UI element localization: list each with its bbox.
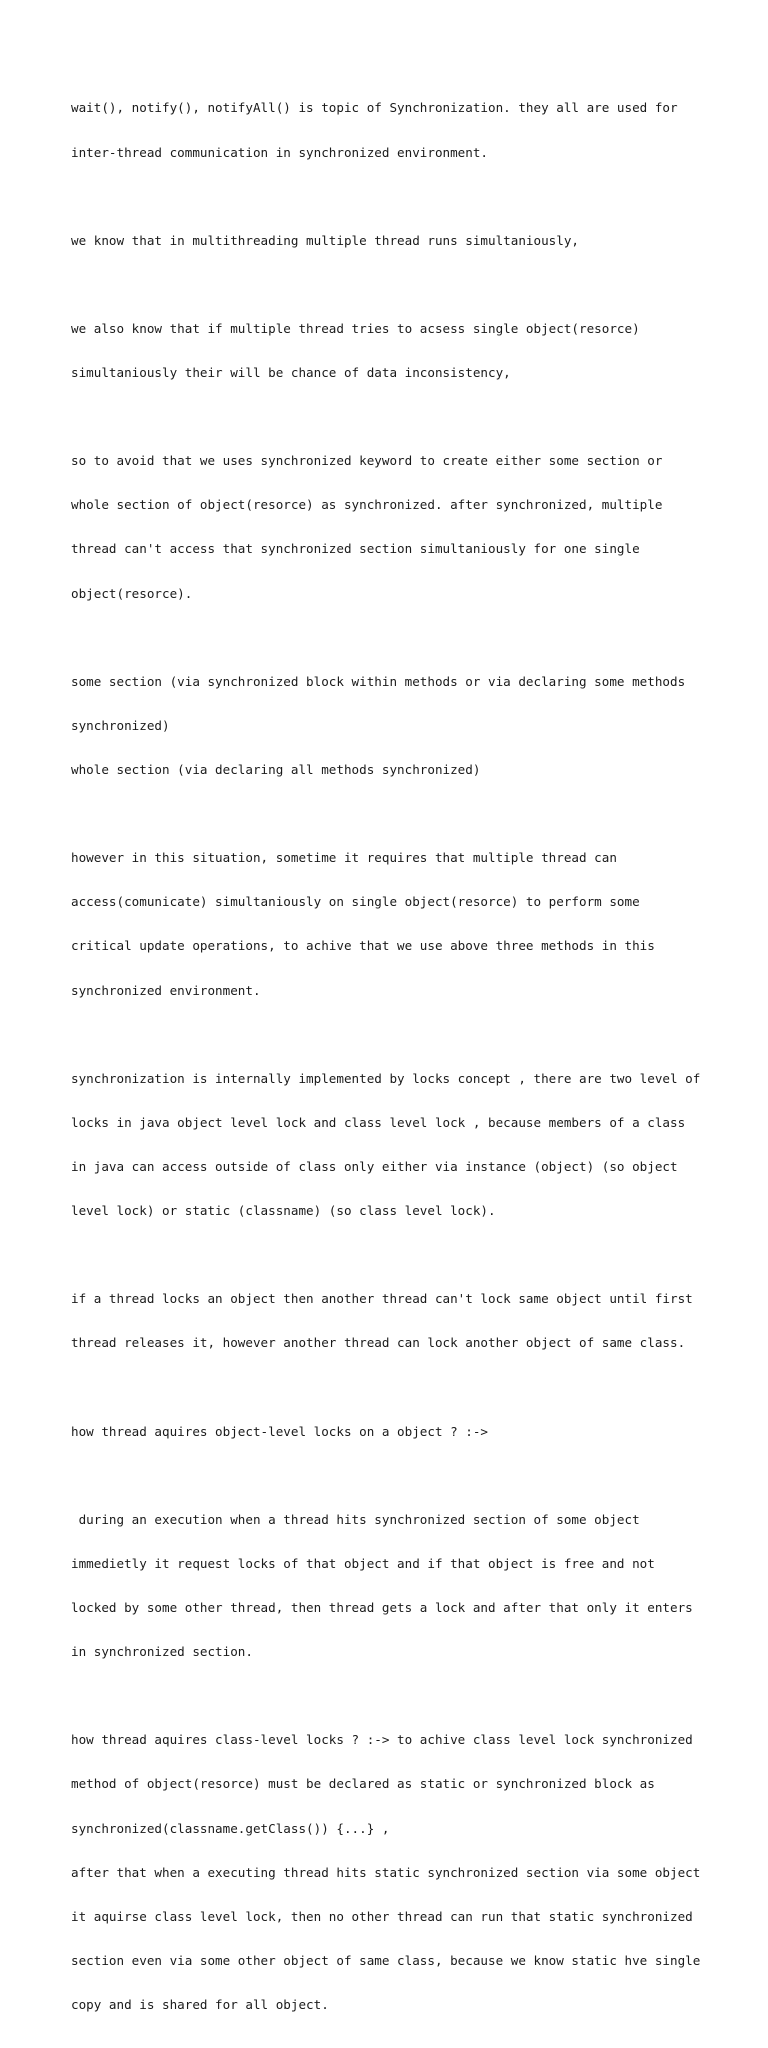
text-line: if a thread locks an object then another thread can't lock same object until first bbox=[71, 1291, 693, 1307]
text-line: how thread aquires class-level locks ? :-> to achive class level lock synchronized bbox=[71, 1732, 693, 1748]
text-line: thread can't access that synchronized section simultaniously for one single bbox=[71, 541, 640, 557]
text-line: after that when a executing thread hits static synchronized section via some object bbox=[71, 1864, 701, 1880]
text-line: it aquirse class level lock, then no other thread can run that static synchronized bbox=[71, 1908, 693, 1924]
paragraph-6 bbox=[71, 822, 751, 1028]
text-line: we know that in multithreading multiple thread runs simultaniously, bbox=[71, 232, 579, 248]
paragraph-9 bbox=[71, 1395, 751, 1469]
paragraph-1 bbox=[71, 72, 751, 190]
text-line: thread releases it, however another thread can lock another object of same class. bbox=[71, 1335, 686, 1351]
text-line: in java can access outside of class only either via instance (object) (so object bbox=[71, 1158, 678, 1174]
text-line: critical update operations, to achive that we use above three methods in this bbox=[71, 938, 655, 954]
text-line: how thread aquires object-level locks on a object ? :-> bbox=[71, 1423, 489, 1439]
text-line: method of object(resorce) must be declared as static or synchronized block as bbox=[71, 1776, 655, 1792]
text-line: synchronized(classname.getClass()) {...} , bbox=[71, 1820, 390, 1836]
text-line: section even via some other object of same class, because we know static hve single bbox=[71, 1952, 701, 1968]
text-line: immedietly it request locks of that object and if that object is free and not bbox=[71, 1555, 655, 1571]
text-line: copy and is shared for all object. bbox=[71, 1996, 329, 2012]
text-line: wait(), notify(), notifyAll() is topic of Synchronization. they all are used for bbox=[71, 100, 678, 116]
paragraph-2 bbox=[71, 204, 751, 278]
text-line: access(comunicate) simultaniously on single object(resorce) to perform some bbox=[71, 894, 640, 910]
text-line: synchronization is internally implemented by locks concept , there are two level of bbox=[71, 1070, 701, 1086]
text-line: level lock) or static (classname) (so class level lock). bbox=[71, 1203, 496, 1219]
text-line: in synchronized section. bbox=[71, 1644, 253, 1660]
text-line: however in this situation, sometime it requires that multiple thread can bbox=[71, 850, 617, 866]
text-line: so to avoid that we uses synchronized keyword to create either some section or bbox=[71, 453, 663, 469]
text-line: some section (via synchronized block within methods or via declaring some methods bbox=[71, 673, 686, 689]
paragraph-7 bbox=[71, 1042, 751, 1248]
document-page bbox=[71, 72, 751, 2048]
text-line: locks in java object level lock and class level lock , because members of a class bbox=[71, 1114, 686, 1130]
paragraph-3 bbox=[71, 293, 751, 411]
text-line: we also know that if multiple thread tries to acsess single object(resorce) bbox=[71, 320, 640, 336]
text-line: whole section (via declaring all methods synchronized) bbox=[71, 761, 481, 777]
paragraph-11 bbox=[71, 1704, 751, 2042]
text-line: object(resorce). bbox=[71, 585, 193, 601]
text-line: synchronized environment. bbox=[71, 982, 261, 998]
text-line: inter-thread communication in synchronized environment. bbox=[71, 144, 489, 160]
paragraph-5 bbox=[71, 645, 751, 807]
text-line: during an execution when a thread hits synchronized section of some object bbox=[71, 1511, 640, 1527]
text-line: synchronized) bbox=[71, 717, 170, 733]
paragraph-10 bbox=[71, 1483, 751, 1689]
text-line: whole section of object(resorce) as synchronized. after synchronized, multiple bbox=[71, 497, 663, 513]
text-line: locked by some other thread, then thread gets a lock and after that only it enters bbox=[71, 1599, 693, 1615]
text-line: simultaniously their will be chance of data inconsistency, bbox=[71, 365, 511, 381]
paragraph-4 bbox=[71, 425, 751, 631]
paragraph-8 bbox=[71, 1263, 751, 1381]
